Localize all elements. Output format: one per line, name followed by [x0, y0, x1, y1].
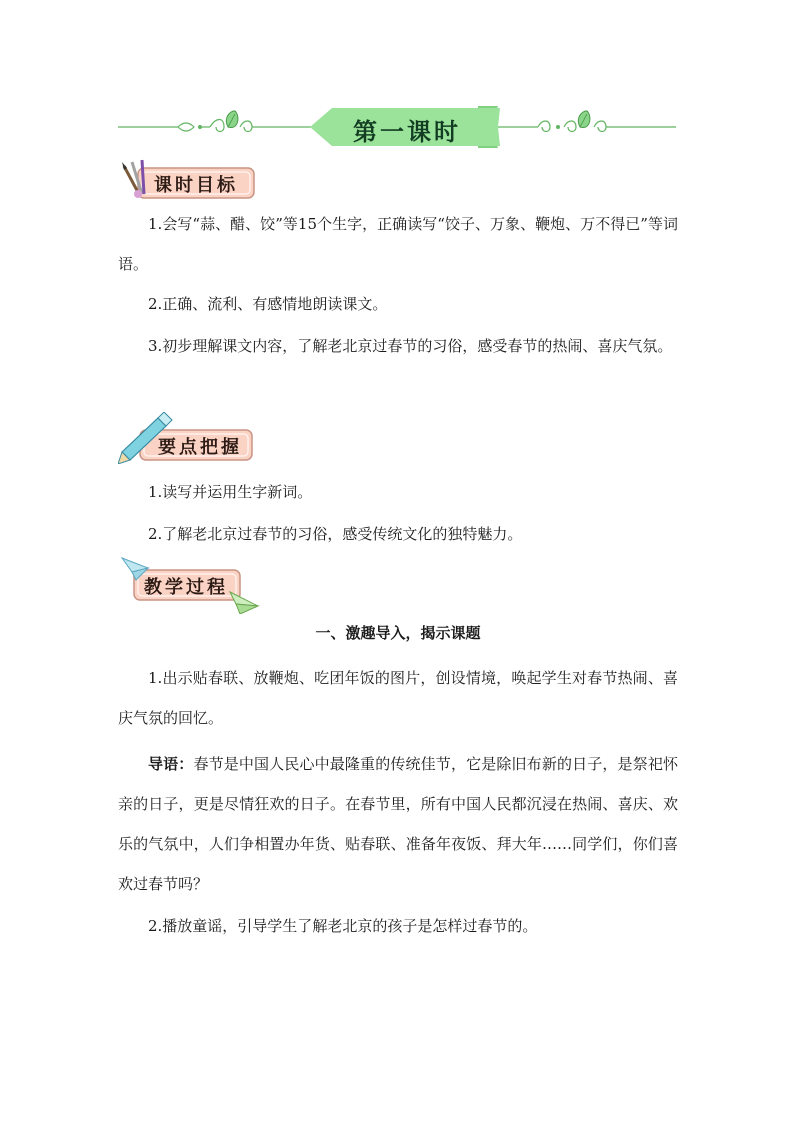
process-heading: 一、激趣导入，揭示课题 [315, 624, 481, 642]
process-label: 教学过程 [144, 577, 228, 598]
objectives-badge [118, 158, 258, 202]
process-step-1: 1.出示贴春联、放鞭炮、吃团年饭的图片，创设情境，唤起学生对春节热闹、喜庆气氛的回忆。 [118, 669, 678, 727]
process-badge [118, 556, 263, 614]
objectives-label: 课时目标 [154, 175, 238, 196]
objective-item-1: 1.会写“蒜、醋、饺”等15个生字，正确读写“饺子、万象、鞭炮、万不得已”等词语。 [118, 215, 678, 273]
lesson-title-banner [118, 102, 676, 152]
key-points-badge [118, 412, 258, 464]
key-points-label: 要点把握 [158, 437, 242, 458]
intro-paragraph [118, 744, 678, 904]
objective-item-2: 2.正确、流利、有感情地朗读课文。 [148, 295, 388, 313]
objective-item-3: 3.初步理解课文内容，了解老北京过春节的习俗，感受春节的热闹、喜庆气氛。 [148, 337, 673, 355]
key-point-item-2: 2.了解老北京过春节的习俗，感受传统文化的独特魅力。 [148, 525, 523, 543]
key-point-item-1: 1.读写并运用生字新词。 [148, 483, 313, 501]
intro-text: 春节是中国人民心中最隆重的传统佳节，它是除旧布新的日子，是祭祀怀亲的日子，更是尽情狂欢的日子。在春节里，所有中国人民都沉浸在热闹、喜庆、欢乐的气氛中，人们争相置办年货、贴春联、准备年夜饭、拜大年……同学们，你们喜欢过春节吗？ [118, 755, 678, 893]
intro-label: 导语： [148, 755, 194, 773]
lesson-title: 第一课时 [353, 118, 461, 146]
process-step-2: 2.播放童谣，引导学生了解老北京的孩子是怎样过春节的。 [148, 917, 538, 935]
